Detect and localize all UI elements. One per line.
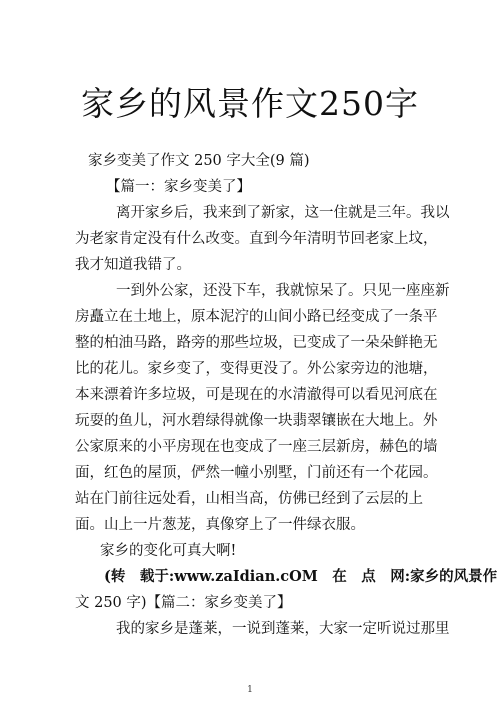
body-line: 为老家肯定没有什么改变。直到今年清明节回老家上坟，	[75, 231, 438, 247]
body-line: 公家原来的小平房现在也变成了一座三层新房，赫色的墙	[75, 439, 438, 455]
body-line: 整的柏油马路，路旁的那些垃圾，已变成了一朵朵鲜艳无	[75, 335, 438, 351]
body-line: 房矗立在土地上，原本泥泞的山间小路已经变成了一条平	[75, 309, 438, 325]
body-line: 本来漂着许多垃圾，可是现在的水清澈得可以看见河底在	[75, 387, 438, 403]
body-line: 站在门前往远处看，山相当高，仿佛已经到了云层的上	[75, 491, 423, 507]
source-note-line: (转 载于:www.zaIdian.cOM 在 点 网:家乡的风景作	[104, 568, 498, 585]
body-line: 我的家乡是蓬莱，一说到蓬莱，大家一定听说过那里	[116, 621, 450, 637]
body-line: 面，红色的屋顶，俨然一幢小别墅，门前还有一个花园。	[75, 465, 438, 481]
document-title: 家乡的风景作文250字	[81, 84, 419, 123]
body-line: 家乡的变化可真大啊!	[100, 543, 237, 559]
section-heading-2-line: 文 250 字)【篇二：家乡变美了】	[75, 595, 292, 611]
section-heading-1: 【篇一：家乡变美了】	[106, 179, 251, 195]
body-line: 玩耍的鱼儿，河水碧绿得就像一块翡翠镶嵌在大地上。外	[75, 413, 438, 429]
body-line: 离开家乡后，我来到了新家，这一住就是三年。我以	[116, 205, 450, 221]
body-line: 比的花儿。家乡变了，变得更没了。外公家旁边的池塘，	[75, 361, 438, 377]
body-line: 我才知道我错了。	[75, 257, 191, 273]
page-number: 1	[247, 685, 253, 695]
body-line: 面。山上一片葱茏，真像穿上了一件绿衣服。	[75, 517, 365, 533]
subtitle-line: 家乡变美了作文 250 字大全(9 篇)	[88, 153, 310, 169]
body-line: 一到外公家，还没下车，我就惊呆了。只见一座座新	[116, 283, 450, 299]
